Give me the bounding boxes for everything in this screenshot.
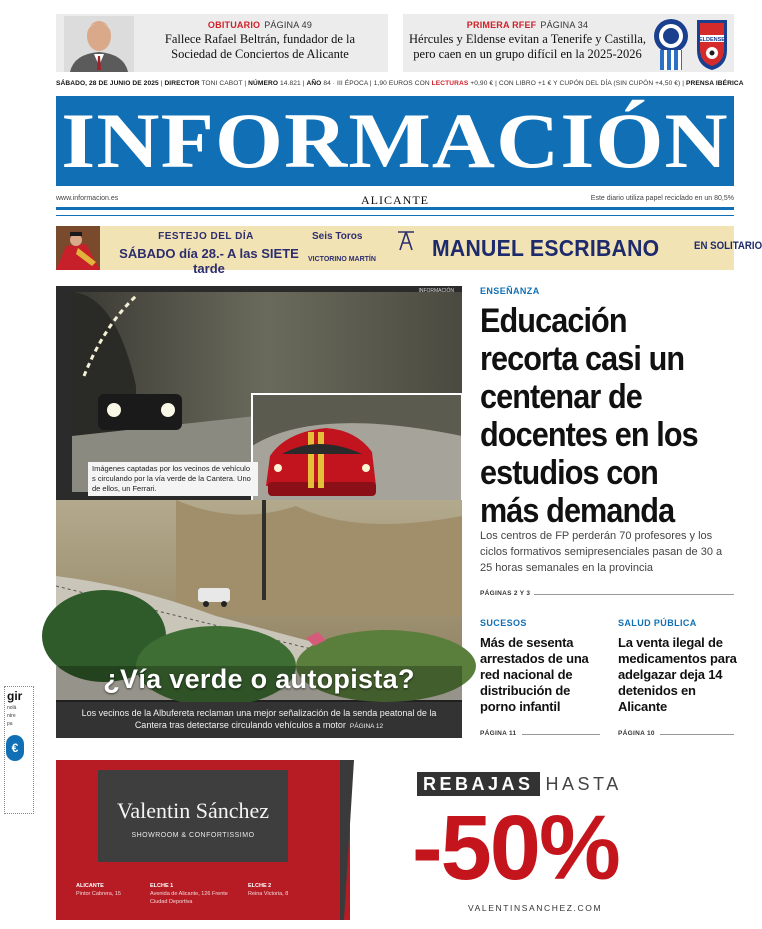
shop-address: ELCHE 2 Reina Victoria, 8 (248, 883, 289, 897)
ad-line: Seis Toros (312, 231, 363, 242)
crest-text: ELDENSE (699, 37, 725, 43)
photo-caption: Imágenes captadas por los vecinos de vehículo s circulando por la vía verde de la Cantera. Uno de ellos, un Ferrari. (88, 462, 258, 496)
teaser-headline: Fallece Rafael Beltrán, fundador de la Sociedad de Conciertos de Alicante (164, 32, 356, 61)
fragment-text: pa (7, 721, 13, 727)
fragment-text: nolà (7, 705, 17, 711)
sale-label: HASTA (545, 773, 622, 794)
ad-line: MANUEL ESCRIBANO (432, 235, 660, 261)
euro-badge-icon: € (6, 735, 24, 761)
dateline: SÁBADO, 28 DE JUNIO DE 2025 | DIRECTOR TONI CABOT | NÚMERO 14.821 | AÑO 84 · III ÉPOCA | 1,90 EUROS CON LECTURAS +0,90 € | CON LIBRO +1 € Y CUPÓN DEL DÍA (SIN CUPÓN +4,50 €) | PRENSA IBÉRICA (56, 80, 744, 87)
brief-section-label: SUCESOS (480, 618, 527, 628)
fragment-text: gir (7, 689, 23, 703)
photo-summary: Los vecinos de la Albufereta reclaman una mejor señalización de la senda peatonal de la Cantera tras detectarse circulando vehículos a motor PÁGINA 12 (56, 702, 462, 738)
lead-section-label: ENSEÑANZA (480, 286, 540, 296)
bullfighter-photo (56, 226, 100, 270)
furniture-shop-ad[interactable] (56, 760, 350, 920)
teaser-page: PÁGINA 49 (264, 20, 313, 30)
teaser-obituary[interactable] (56, 14, 388, 72)
teaser-page: PÁGINA 34 (540, 20, 589, 30)
fragment-text: ntre (7, 713, 16, 719)
masthead[interactable] (56, 96, 734, 186)
brief-headline[interactable]: Más de sesenta arrestados de una red nacional de distribución de porno infantil (480, 635, 589, 714)
bullfight-ad[interactable] (56, 226, 762, 276)
newspaper-name: INFORMACIÓN (61, 97, 729, 184)
shop-address: ELCHE 1 Avenida de Alicante, 126 Frente Ciudad Deportiva (150, 883, 228, 905)
teaser-football[interactable] (403, 14, 734, 72)
sale-amount: -50% (412, 797, 619, 899)
shop-tagline: SHOWROOM & CONFORTISSIMO (131, 832, 255, 839)
shop-url[interactable]: VALENTINSANCHEZ.COM (468, 903, 603, 913)
teaser-kicker: OBITUARIO (207, 20, 261, 30)
recycled-note: Este diario utiliza papel reciclado en un 80,5% (590, 195, 734, 202)
sale-label: REBAJAS (417, 772, 540, 796)
divider (534, 594, 734, 595)
site-url[interactable]: www.informacion.es (56, 195, 119, 202)
lead-standfirst: Los centros de FP perderán 70 profesores y los ciclos formativos semipresenciales pasan de 30 a 25 horas semanales en la provincia (480, 530, 723, 574)
brief-section-label: SALUD PÚBLICA (618, 618, 697, 628)
shop-brand: Valentin Sánchez (116, 798, 270, 823)
shop-address: ALICANTE Pintor Cabrera, 15 (76, 883, 121, 897)
brief-headline[interactable]: La venta ilegal de medicamentos para adelgazar deja 14 detenidos en Alicante (618, 635, 737, 714)
divider (56, 215, 734, 216)
portrait-photo (64, 16, 134, 72)
lead-headline[interactable]: Educación recorta casi un centenar de docentes en los estudios con más demanda (480, 302, 698, 530)
bull-brand-icon (396, 230, 416, 252)
ad-line: SÁBADO día 28.- A las SIETE tarde (119, 246, 299, 276)
sale-banner[interactable] (417, 772, 622, 796)
hercules-crest-icon (652, 16, 690, 72)
teaser-headline: Hércules y Eldense evitan a Tenerife y Castilla, pero caen en un grupo difícil en la 2025-2026 (409, 32, 646, 61)
ad-line: VICTORINO MARTÍN (308, 256, 376, 263)
ad-slant-decoration (340, 760, 354, 920)
shop-logo-box (98, 770, 288, 862)
divider (660, 734, 734, 735)
photo-page: PÁGINA 12 (349, 723, 384, 730)
edition-city: ALICANTE (361, 193, 429, 207)
main-photo-story[interactable] (56, 286, 462, 738)
adjacent-page-fragment (4, 686, 34, 814)
ad-line: EN SOLITARIO (694, 240, 762, 252)
brief-page: PÁGINA 10 (618, 730, 655, 737)
lead-pages: PÁGINAS 2 Y 3 (480, 590, 531, 597)
teaser-kicker: PRIMERA RFEF (466, 20, 537, 30)
ad-line: FESTEJO DEL DÍA (158, 231, 254, 242)
divider (522, 734, 600, 735)
brief-page: PÁGINA 11 (480, 730, 517, 737)
photo-credit: INFORMACIÓN (418, 288, 454, 294)
eldense-crest-icon (693, 16, 731, 72)
masthead-subline (56, 192, 734, 210)
photo-headline[interactable]: ¿Vía verde o autopista? (103, 664, 415, 694)
